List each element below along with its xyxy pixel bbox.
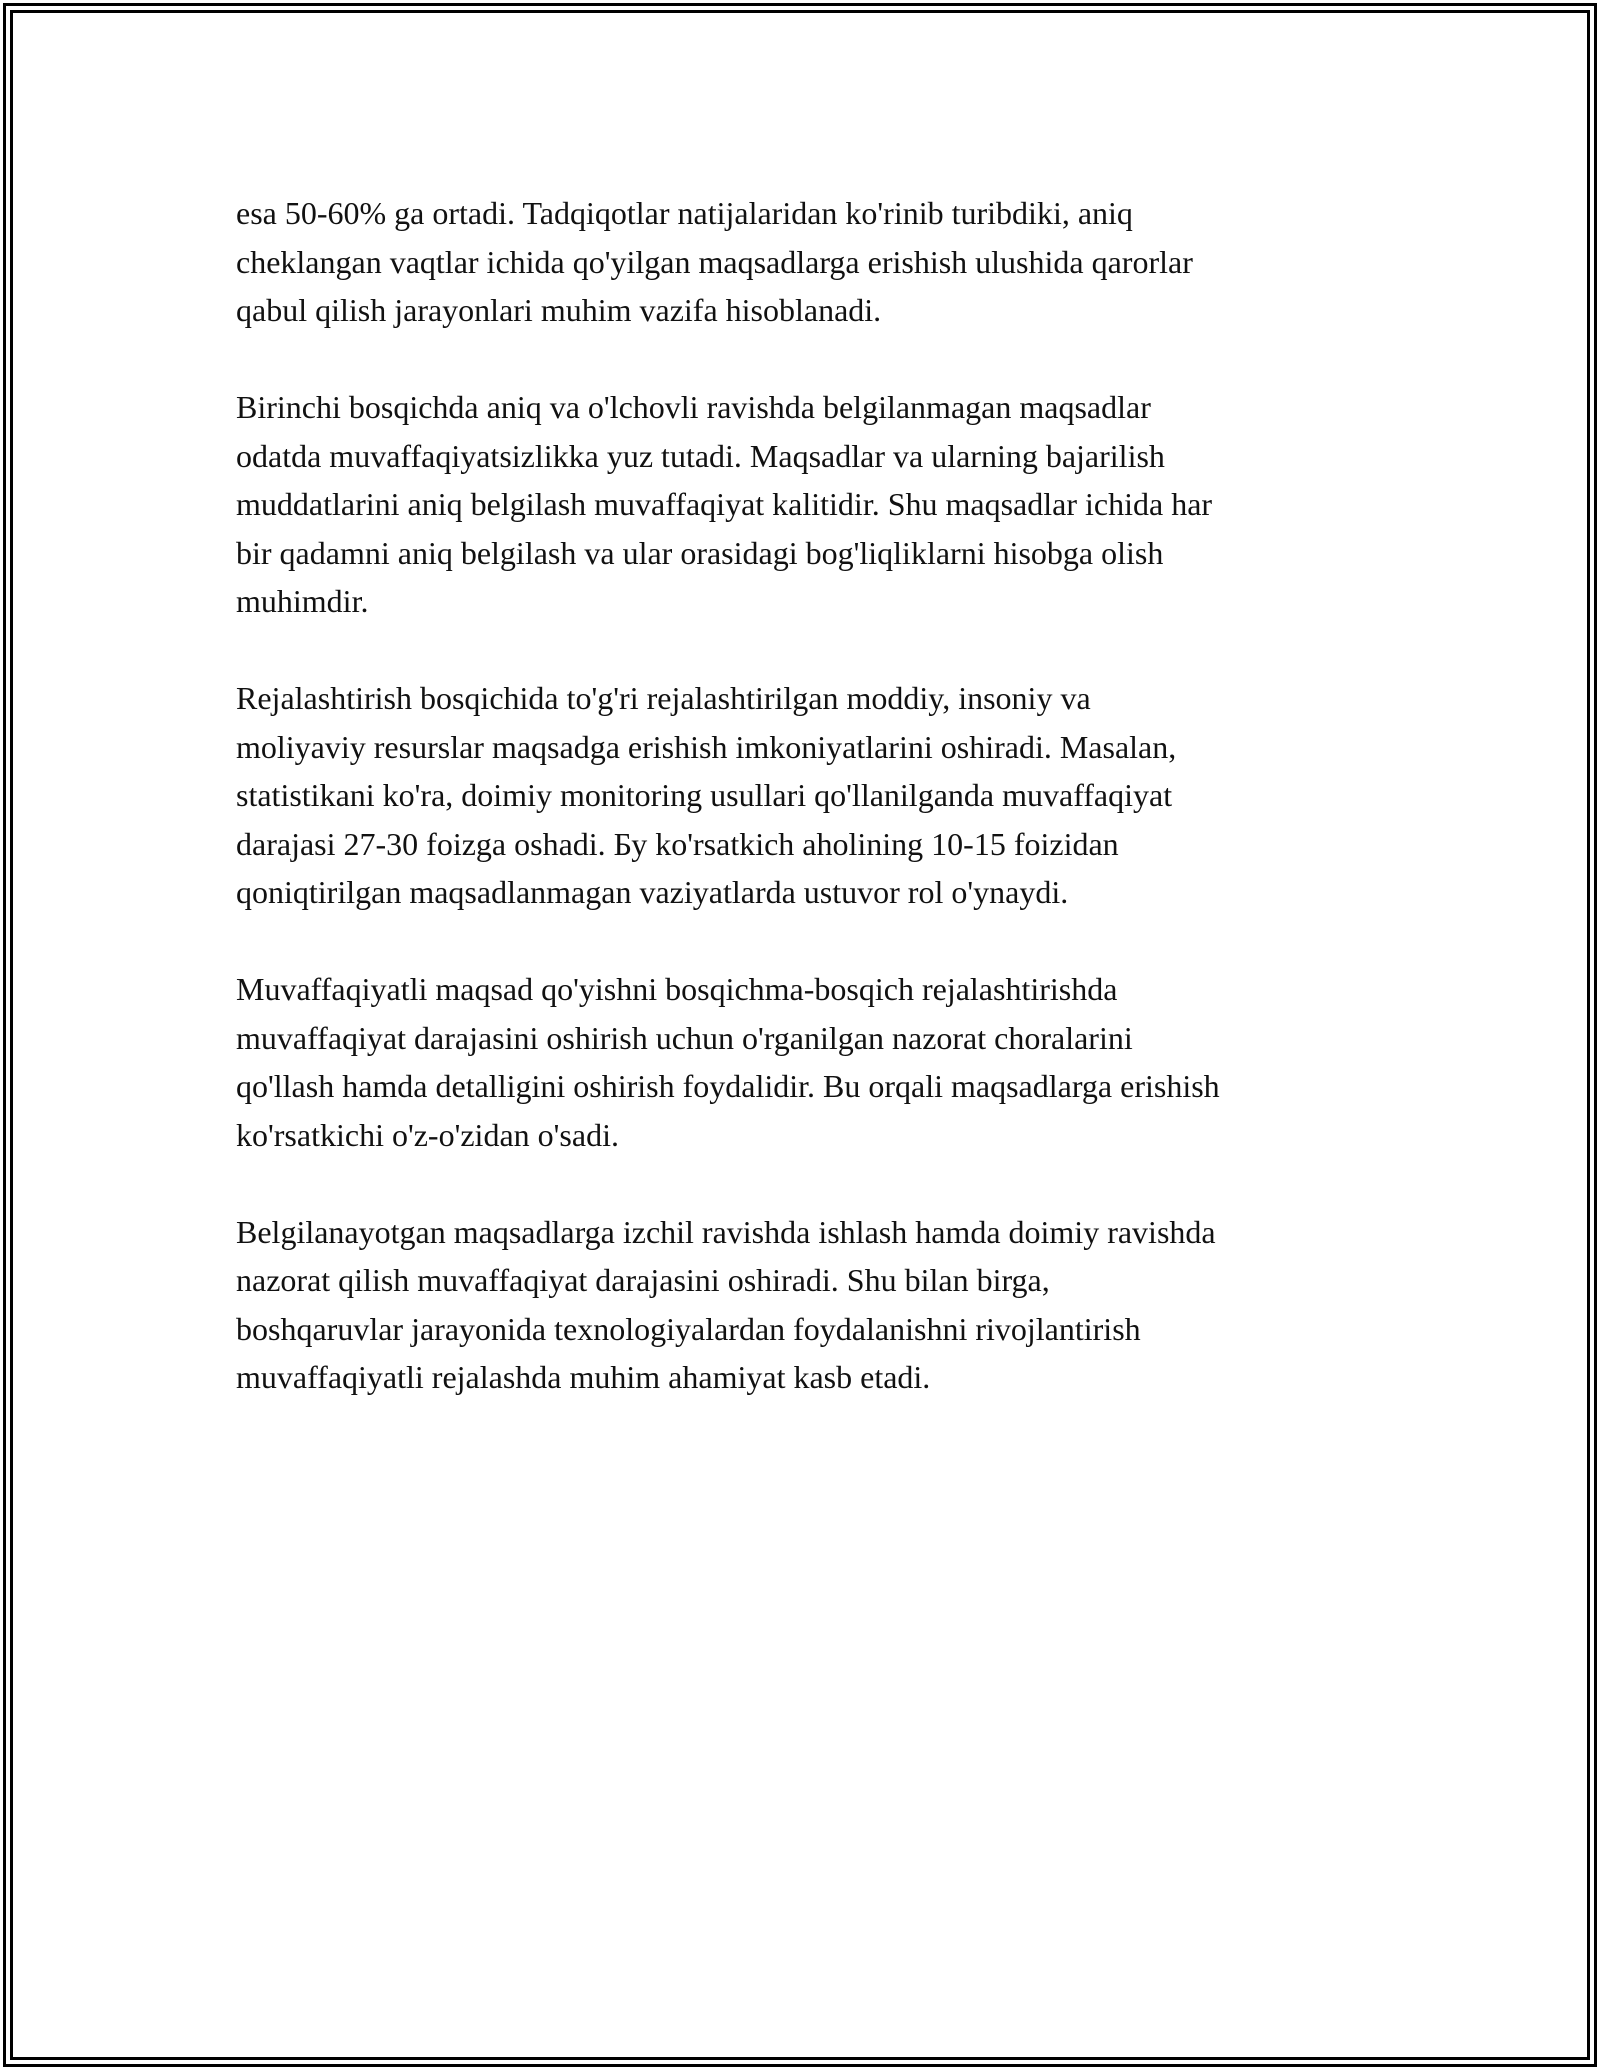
document-body	[236, 189, 1376, 1402]
paragraph-3: Rejalashtirish bosqichida to'g'ri rejalashtirilgan moddiy, insoniy va moliyaviy resurslar maqsadga erishish imkoniyatlarini oshiradi. Masalan, statistikani ko'ra, doimiy monitoring usullari qo'llanilganda muvaffaqiyat darajasi 27-30 foizga oshadi. Бу ko'rsatkich aholining 10-15 foizidan qoniqtirilgan maqsadlanmagan vaziyatlarda ustuvor rol o'ynaydi.	[236, 680, 1177, 910]
paragraph-2: Birinchi bosqichda aniq va o'lchovli ravishda belgilanmagan maqsadlar odatda muvaffaqiyatsizlikka yuz tutadi. Maqsadlar va ularning bajarilish muddatlarini aniq belgilash muvaffaqiyat kalitidir. Shu maqsadlar ichida har bir qadamni aniq belgilash va ular orasidagi bog'liqliklarni hisobga olish muhimdir.	[236, 389, 1213, 619]
paragraph-1: esa 50-60% ga ortadi. Tadqiqotlar natijalaridan ko'rinib turibdiki, aniq cheklangan vaqtlar ichida qo'yilgan maqsadlarga erishish ulushida qarorlar qabul qilish jarayonlari muhim vazifa hisoblanadi.	[236, 195, 1193, 328]
paragraph-5: Belgilanayotgan maqsadlarga izchil ravishda ishlash hamda doimiy ravishda nazorat qilish muvaffaqiyat darajasini oshiradi. Shu bilan birga, boshqaruvlar jarayonida texnologiyalardan foydalanishni rivojlantirish muvaffaqiyatli rejalashda muhim ahamiyat kasb etadi.	[236, 1213, 1216, 1395]
paragraph-4: Muvaffaqiyatli maqsad qo'yishni bosqichma-bosqich rejalashtirishda muvaffaqiyat darajasini oshirish uchun o'rganilgan nazorat choralarini qo'llash hamda detalligini oshirish foydalidir. Bu orqali maqsadlarga erishish ko'rsatkichi o'z-o'zidan o'sadi.	[236, 971, 1220, 1153]
